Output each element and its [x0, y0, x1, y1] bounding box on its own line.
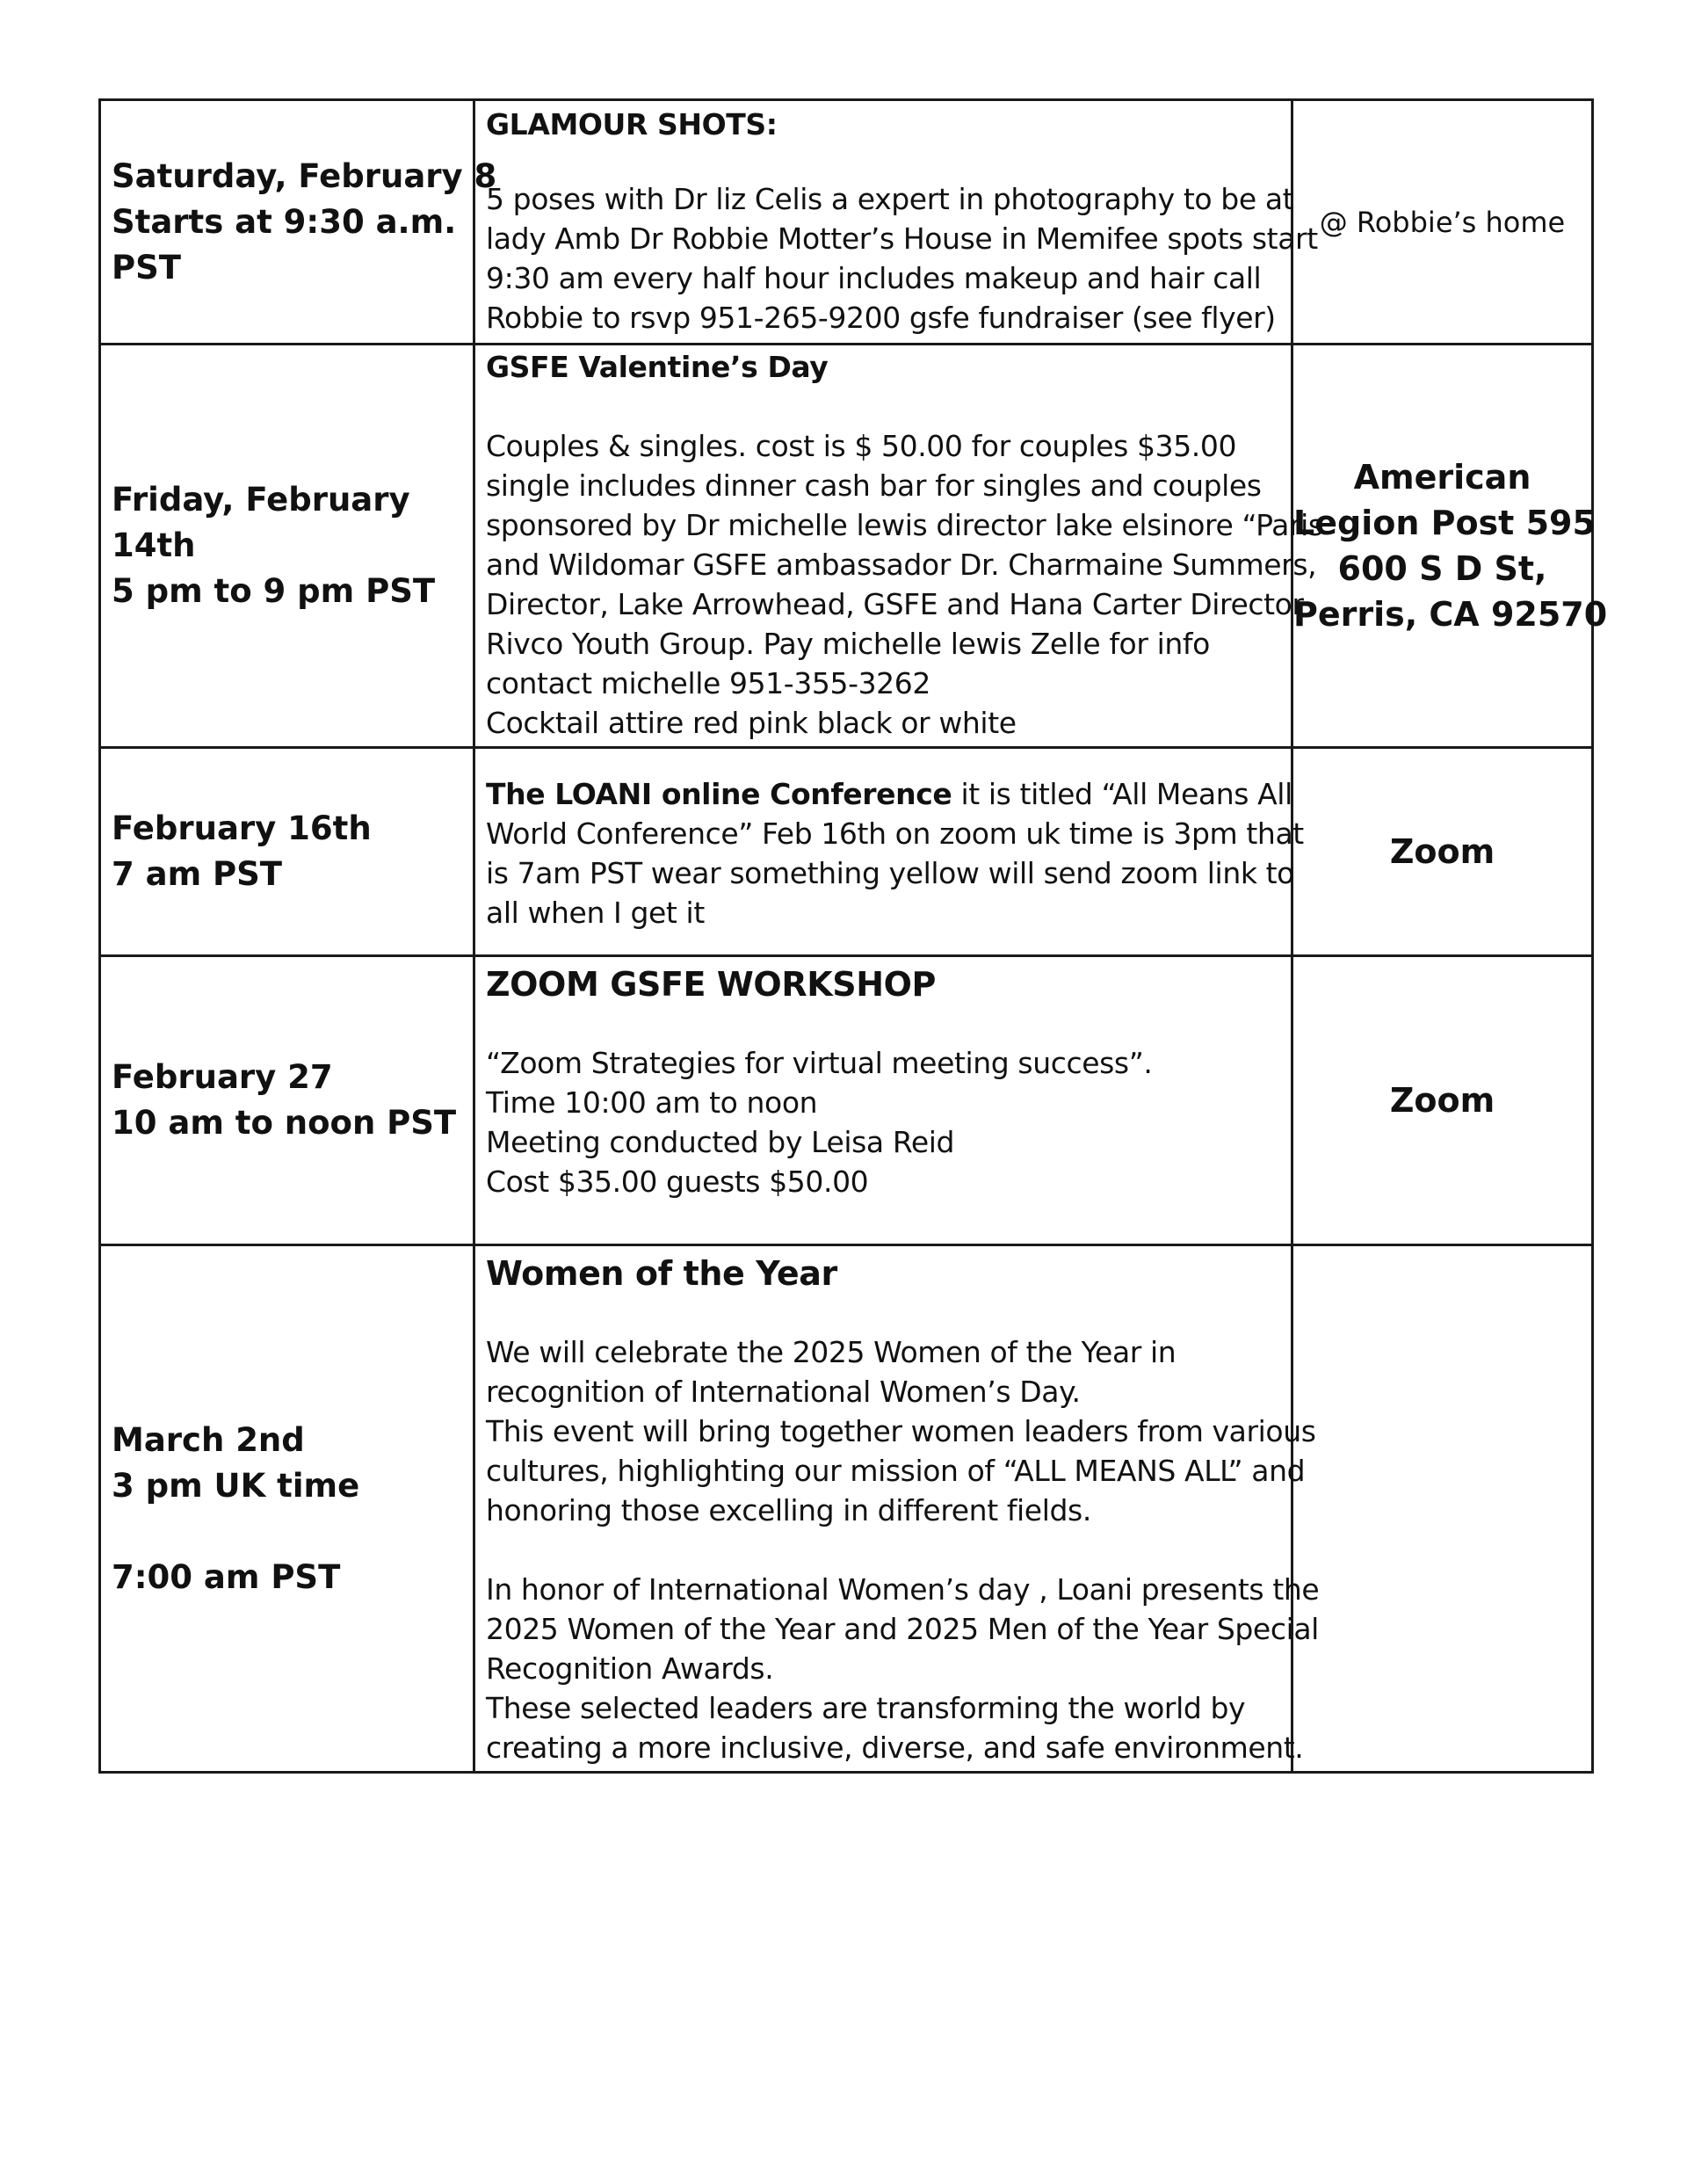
event-date: February 27 — [112, 1058, 333, 1096]
event-date: Saturday, February 8 — [112, 156, 497, 195]
event-date-cell — [100, 345, 474, 748]
event-text-line: World Conference” Feb 16th on zoom uk time is 3pm that — [486, 816, 1304, 851]
event-text-line: “Zoom Strategies for virtual meeting success”. — [486, 1046, 1153, 1080]
event-date: 14th — [112, 526, 196, 564]
event-time: 7 am PST — [112, 855, 283, 893]
event-text-line: recognition of International Women’s Day. — [486, 1375, 1081, 1409]
event-date-cell — [100, 1245, 474, 1773]
location-line: 600 S D St, — [1337, 549, 1547, 588]
event-text-line: and Wildomar GSFE ambassador Dr. Charmaine Summers, — [486, 548, 1317, 582]
location-line: Legion Post 595 — [1293, 504, 1596, 542]
event-description-cell — [474, 345, 1323, 748]
event-text-line: 2025 Women of the Year and 2025 Men of the Year Special — [486, 1612, 1319, 1646]
event-date-cell — [100, 956, 474, 1245]
event-description-cell — [474, 1245, 1320, 1773]
event-text-line: These selected leaders are transforming the world by — [486, 1691, 1246, 1725]
event-location — [1292, 1245, 1593, 1773]
event-text-line: sponsored by Dr michelle lewis director lake elsinore “Paris — [486, 508, 1323, 542]
event-date: Friday, February — [112, 481, 410, 519]
event-time: 3 pm UK time — [112, 1466, 360, 1505]
event-text-line: Director, Lake Arrowhead, GSFE and Hana Carter Director — [486, 587, 1304, 621]
event-location: @ Robbie’s home — [1292, 100, 1593, 345]
event-text-line: creating a more inclusive, diverse, and safe environment. — [486, 1731, 1304, 1765]
event-title: GLAMOUR SHOTS: — [486, 107, 778, 141]
event-date: March 2nd — [112, 1420, 305, 1459]
event-text-line: 9:30 am every half hour includes makeup and hair call — [486, 261, 1262, 295]
event-time: 10 am to noon PST — [112, 1104, 457, 1142]
event-text-line: This event will bring together women leaders from various — [486, 1414, 1316, 1448]
event-text-line: Time 10:00 am to noon — [486, 1085, 818, 1120]
event-text-fragment: it is titled “All Means All — [952, 777, 1292, 811]
event-text-line: Meeting conducted by Leisa Reid — [486, 1125, 955, 1159]
event-text-line: 5 poses with Dr liz Celis a expert in photography to be at — [486, 182, 1294, 216]
event-time: 5 pm to 9 pm PST — [112, 572, 436, 610]
event-text-line: Cocktail attire red pink black or white — [486, 706, 1017, 740]
event-time: Starts at 9:30 a.m. — [112, 202, 457, 241]
event-text-line: is 7am PST wear something yellow will send zoom link to — [486, 856, 1294, 890]
event-text-line: single includes dinner cash bar for singles and couples — [486, 468, 1262, 503]
event-text-line: In honor of International Women’s day , Loani presents the — [486, 1572, 1320, 1607]
event-row — [100, 345, 1593, 748]
event-text-line: all when I get it — [486, 896, 705, 930]
event-timezone: PST — [112, 248, 182, 287]
event-text-line: Couples & singles. cost is $ 50.00 for couples $35.00 — [486, 429, 1237, 463]
event-text-line: lady Amb Dr Robbie Motter’s House in Memifee spots start — [486, 221, 1318, 256]
event-text-line: Recognition Awards. — [486, 1651, 774, 1686]
event-row — [100, 748, 1593, 956]
event-description-cell — [474, 100, 1318, 345]
event-description-cell — [474, 748, 1304, 956]
event-title: GSFE Valentine’s Day — [486, 350, 829, 384]
event-text-line: contact michelle 951-355-3262 — [486, 666, 930, 700]
event-text-line: Rivco Youth Group. Pay michelle lewis Zelle for info — [486, 627, 1210, 661]
event-title: Women of the Year — [486, 1254, 837, 1293]
event-text-line: Cost $35.00 guests $50.00 — [486, 1165, 869, 1199]
event-location — [1292, 345, 1608, 748]
event-text-line: We will celebrate the 2025 Women of the Year in — [486, 1335, 1177, 1369]
event-description-cell — [474, 956, 1292, 1245]
event-row — [100, 100, 1593, 345]
event-text-line: honoring those excelling in different fields. — [486, 1493, 1091, 1527]
event-title: The LOANI online Conference — [486, 777, 952, 811]
event-location: Zoom — [1292, 956, 1593, 1245]
event-location: Zoom — [1292, 748, 1593, 956]
event-date-cell — [100, 748, 474, 956]
event-text-line — [486, 774, 1292, 814]
event-text-line: cultures, highlighting our mission of “ALL MEANS ALL” and — [486, 1454, 1306, 1488]
event-time: 7:00 am PST — [112, 1557, 341, 1596]
location-line: Perris, CA 92570 — [1293, 595, 1608, 634]
event-row — [100, 1245, 1593, 1773]
event-text-line: Robbie to rsvp 951-265-9200 gsfe fundraiser (see flyer) — [486, 301, 1276, 335]
event-date: February 16th — [112, 809, 372, 847]
event-title: ZOOM GSFE WORKSHOP — [486, 965, 936, 1004]
event-row — [100, 956, 1593, 1245]
event-date-cell — [100, 100, 497, 345]
location-line: American — [1353, 458, 1531, 497]
events-table — [98, 98, 1608, 1774]
